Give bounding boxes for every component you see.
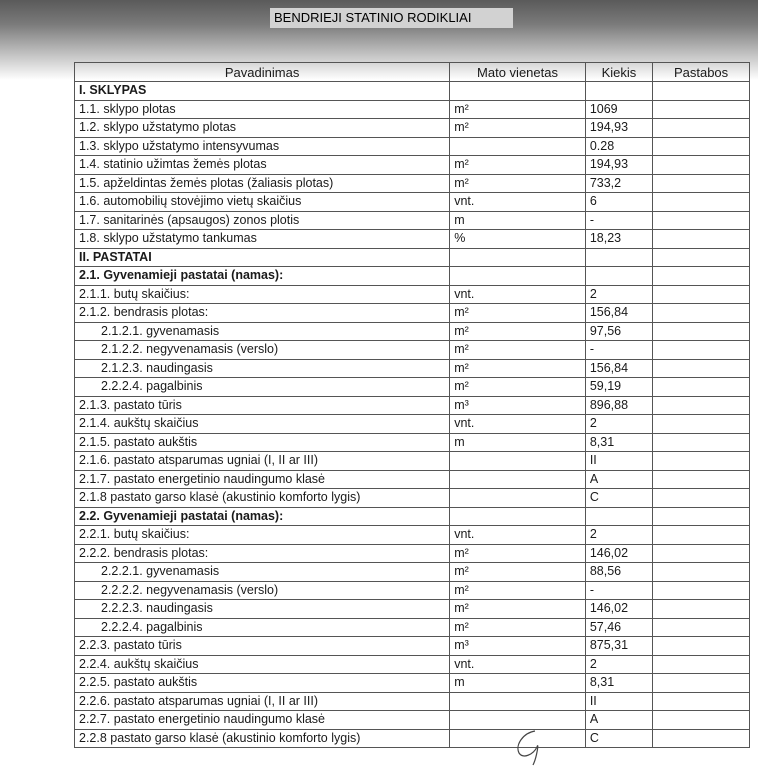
row-notes	[653, 692, 750, 711]
header-name: Pavadinimas	[75, 63, 450, 82]
row-name: 2.2.6. pastato atsparumas ugniai (I, II ar III)	[75, 692, 450, 711]
row-unit: m²	[450, 322, 586, 341]
row-notes	[653, 581, 750, 600]
row-name: 2.2.2.3. naudingasis	[75, 600, 450, 619]
row-quantity: A	[585, 470, 652, 489]
row-quantity: A	[585, 711, 652, 730]
row-name: 2.1.8 pastato garso klasė (akustinio komforto lygis)	[75, 489, 450, 508]
row-notes	[653, 322, 750, 341]
table-row	[75, 711, 750, 730]
row-quantity: 8,31	[585, 433, 652, 452]
row-quantity: C	[585, 729, 652, 748]
row-unit: m²	[450, 618, 586, 637]
table-row	[75, 137, 750, 156]
table-row	[75, 211, 750, 230]
handwritten-mark	[505, 727, 555, 767]
row-name: 2.1.6. pastato atsparumas ugniai (I, II ar III)	[75, 452, 450, 471]
table-row	[75, 692, 750, 711]
row-quantity: 146,02	[585, 600, 652, 619]
row-unit: vnt.	[450, 526, 586, 545]
table-row	[75, 248, 750, 267]
row-name: 2.2.7. pastato energetinio naudingumo klasė	[75, 711, 450, 730]
row-quantity: 1069	[585, 100, 652, 119]
table-row	[75, 433, 750, 452]
row-notes	[653, 100, 750, 119]
row-notes	[653, 230, 750, 249]
row-notes	[653, 637, 750, 656]
row-name: 2.2.1. butų skaičius:	[75, 526, 450, 545]
row-name: 1.3. sklypo užstatymo intensyvumas	[75, 137, 450, 156]
row-notes	[653, 248, 750, 267]
row-unit: m²	[450, 600, 586, 619]
row-notes	[653, 526, 750, 545]
row-unit: m²	[450, 119, 586, 138]
row-notes	[653, 193, 750, 212]
table-row	[75, 526, 750, 545]
row-name: 1.5. apželdintas žemės plotas (žaliasis plotas)	[75, 174, 450, 193]
row-quantity: -	[585, 211, 652, 230]
row-notes	[653, 507, 750, 526]
row-name: 1.6. automobilių stovėjimo vietų skaičius	[75, 193, 450, 212]
row-unit	[450, 489, 586, 508]
row-name: 2.2.2.1. gyvenamasis	[75, 563, 450, 582]
row-unit	[450, 507, 586, 526]
row-quantity: 146,02	[585, 544, 652, 563]
row-quantity: 156,84	[585, 359, 652, 378]
table-row	[75, 544, 750, 563]
row-name: 2.2.2.4. pagalbinis	[75, 618, 450, 637]
row-name: 1.7. sanitarinės (apsaugos) zonos plotis	[75, 211, 450, 230]
row-notes	[653, 489, 750, 508]
row-quantity: 59,19	[585, 378, 652, 397]
row-unit: vnt.	[450, 415, 586, 434]
row-name: II. PASTATAI	[75, 248, 450, 267]
table-row	[75, 174, 750, 193]
table-row	[75, 655, 750, 674]
indicators-table	[74, 62, 750, 748]
row-name: 2.1.1. butų skaičius:	[75, 285, 450, 304]
row-name: 1.2. sklypo užstatymo plotas	[75, 119, 450, 138]
row-unit: m²	[450, 544, 586, 563]
row-quantity: 896,88	[585, 396, 652, 415]
row-notes	[653, 341, 750, 360]
table-row	[75, 341, 750, 360]
row-quantity: 6	[585, 193, 652, 212]
row-quantity: C	[585, 489, 652, 508]
header-quantity: Kiekis	[585, 63, 652, 82]
row-unit	[450, 248, 586, 267]
row-unit: vnt.	[450, 193, 586, 212]
row-notes	[653, 563, 750, 582]
row-name: 2.1.5. pastato aukštis	[75, 433, 450, 452]
row-notes	[653, 452, 750, 471]
row-notes	[653, 600, 750, 619]
row-unit: m²	[450, 359, 586, 378]
row-quantity: 0.28	[585, 137, 652, 156]
table-row	[75, 729, 750, 748]
row-unit: m²	[450, 581, 586, 600]
row-notes	[653, 174, 750, 193]
row-notes	[653, 359, 750, 378]
row-unit: m²	[450, 341, 586, 360]
row-quantity: 194,93	[585, 119, 652, 138]
row-quantity	[585, 248, 652, 267]
indicators-sheet	[74, 62, 750, 748]
row-name: 2.1.7. pastato energetinio naudingumo klasė	[75, 470, 450, 489]
row-unit	[450, 452, 586, 471]
table-row	[75, 82, 750, 101]
table-row	[75, 618, 750, 637]
table-row	[75, 322, 750, 341]
row-quantity: 18,23	[585, 230, 652, 249]
row-unit	[450, 470, 586, 489]
row-notes	[653, 674, 750, 693]
row-unit: vnt.	[450, 285, 586, 304]
row-unit	[450, 137, 586, 156]
table-row	[75, 637, 750, 656]
row-quantity: 2	[585, 526, 652, 545]
table-row	[75, 396, 750, 415]
row-quantity: II	[585, 692, 652, 711]
header-notes: Pastabos	[653, 63, 750, 82]
row-notes	[653, 729, 750, 748]
row-unit: m³	[450, 637, 586, 656]
table-row	[75, 581, 750, 600]
row-notes	[653, 137, 750, 156]
table-row	[75, 470, 750, 489]
table-row	[75, 193, 750, 212]
table-row	[75, 563, 750, 582]
row-notes	[653, 211, 750, 230]
row-name: 2.2.2.4. pagalbinis	[75, 378, 450, 397]
row-notes	[653, 544, 750, 563]
table-row	[75, 507, 750, 526]
row-quantity: 97,56	[585, 322, 652, 341]
table-row	[75, 489, 750, 508]
table-row	[75, 452, 750, 471]
row-name: 2.1.3. pastato tūris	[75, 396, 450, 415]
row-notes	[653, 396, 750, 415]
table-row	[75, 359, 750, 378]
row-quantity: 57,46	[585, 618, 652, 637]
row-unit	[450, 82, 586, 101]
row-notes	[653, 378, 750, 397]
table-row	[75, 156, 750, 175]
row-quantity: 875,31	[585, 637, 652, 656]
table-row	[75, 119, 750, 138]
table-row	[75, 285, 750, 304]
row-name: 2.2.2.2. negyvenamasis (verslo)	[75, 581, 450, 600]
row-quantity: -	[585, 581, 652, 600]
row-name: 2.1.2. bendrasis plotas:	[75, 304, 450, 323]
row-notes	[653, 470, 750, 489]
row-unit: vnt.	[450, 655, 586, 674]
row-notes	[653, 711, 750, 730]
row-unit: m²	[450, 563, 586, 582]
row-quantity	[585, 82, 652, 101]
row-unit	[450, 692, 586, 711]
table-body	[75, 82, 750, 748]
document-title: BENDRIEJI STATINIO RODIKLIAI	[270, 8, 513, 28]
row-unit: m	[450, 211, 586, 230]
row-notes	[653, 655, 750, 674]
row-quantity: 8,31	[585, 674, 652, 693]
row-unit	[450, 267, 586, 286]
row-notes	[653, 415, 750, 434]
table-row	[75, 230, 750, 249]
row-quantity: 2	[585, 415, 652, 434]
row-name: 2.2.3. pastato tūris	[75, 637, 450, 656]
row-quantity: -	[585, 341, 652, 360]
row-quantity: 2	[585, 285, 652, 304]
row-quantity: 733,2	[585, 174, 652, 193]
row-name: 2.1.2.1. gyvenamasis	[75, 322, 450, 341]
row-quantity	[585, 267, 652, 286]
row-quantity: 88,56	[585, 563, 652, 582]
row-quantity: 2	[585, 655, 652, 674]
row-quantity: 156,84	[585, 304, 652, 323]
row-notes	[653, 267, 750, 286]
row-notes	[653, 285, 750, 304]
header-unit: Mato vienetas	[450, 63, 586, 82]
row-name: 2.2. Gyvenamieji pastatai (namas):	[75, 507, 450, 526]
row-notes	[653, 82, 750, 101]
row-unit: m²	[450, 174, 586, 193]
row-quantity: II	[585, 452, 652, 471]
row-name: 2.1. Gyvenamieji pastatai (namas):	[75, 267, 450, 286]
row-unit: m²	[450, 378, 586, 397]
row-unit: m²	[450, 100, 586, 119]
row-name: 1.8. sklypo užstatymo tankumas	[75, 230, 450, 249]
row-unit: m	[450, 433, 586, 452]
row-unit: m³	[450, 396, 586, 415]
row-unit: m²	[450, 304, 586, 323]
row-name: 2.2.2. bendrasis plotas:	[75, 544, 450, 563]
row-notes	[653, 618, 750, 637]
row-name: 1.1. sklypo plotas	[75, 100, 450, 119]
table-row	[75, 267, 750, 286]
table-row	[75, 674, 750, 693]
row-unit: %	[450, 230, 586, 249]
header-row	[75, 63, 750, 82]
row-name: 2.2.4. aukštų skaičius	[75, 655, 450, 674]
table-row	[75, 304, 750, 323]
table-row	[75, 415, 750, 434]
row-notes	[653, 304, 750, 323]
row-name: 2.2.5. pastato aukštis	[75, 674, 450, 693]
row-notes	[653, 156, 750, 175]
row-quantity	[585, 507, 652, 526]
table-row	[75, 100, 750, 119]
row-name: 2.1.2.2. negyvenamasis (verslo)	[75, 341, 450, 360]
row-name: 2.1.4. aukštų skaičius	[75, 415, 450, 434]
row-notes	[653, 433, 750, 452]
row-quantity: 194,93	[585, 156, 652, 175]
row-notes	[653, 119, 750, 138]
row-name: 2.1.2.3. naudingasis	[75, 359, 450, 378]
row-name: 2.2.8 pastato garso klasė (akustinio komforto lygis)	[75, 729, 450, 748]
row-name: I. SKLYPAS	[75, 82, 450, 101]
table-row	[75, 600, 750, 619]
row-unit: m	[450, 674, 586, 693]
table-row	[75, 378, 750, 397]
row-unit: m²	[450, 156, 586, 175]
row-name: 1.4. statinio užimtas žemės plotas	[75, 156, 450, 175]
